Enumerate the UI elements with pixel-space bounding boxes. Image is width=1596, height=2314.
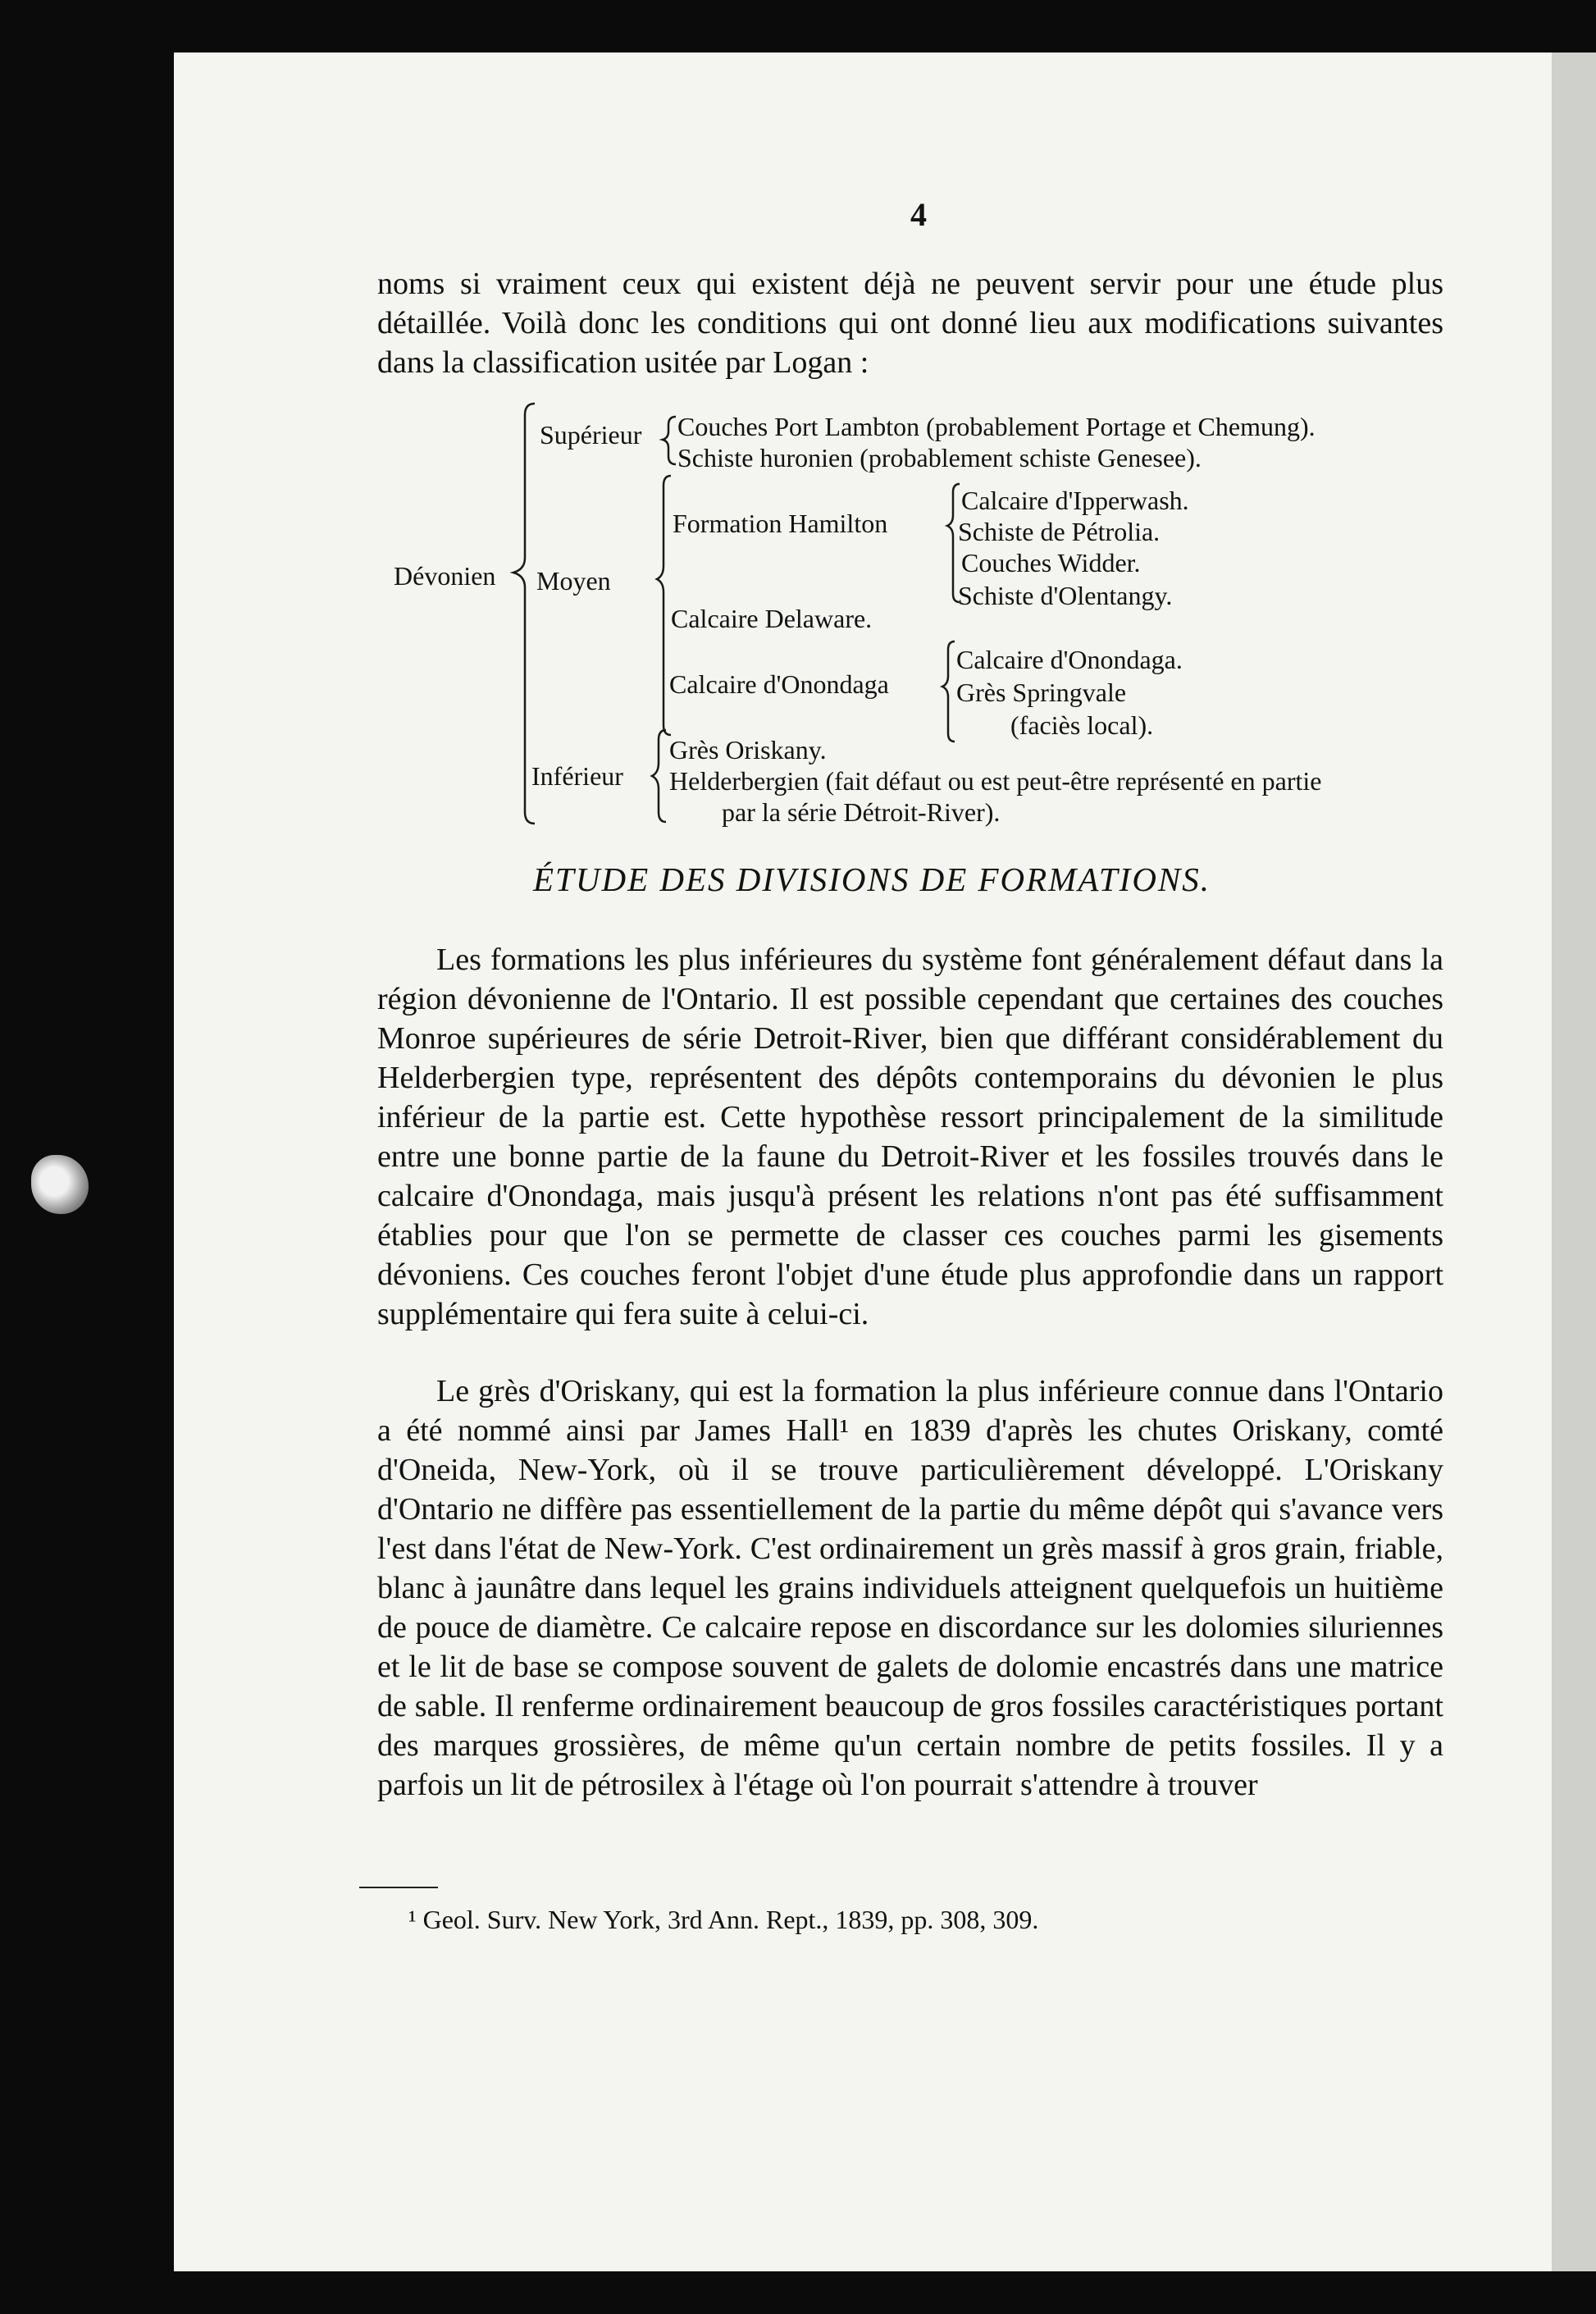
body-paragraph: Le grès d'Oriskany, qui est la formation la plus inférieure connue dans l'Ontario a été nommé ainsi par James Hall¹ en 1839 d'après les chutes Oriskany, comté d'Oneida, New-York, où il se trouve particulièrement développé. L'Oriskany d'Ontario ne diffère pas essentiellement de la partie du même dépôt qui s'avance vers l'est dans l'état de New-York. C'est ordinairement un grès massif à gros grain, friable, blanc à jaunâtre dans lequel les grains individuels atteignent quelquefois un huitième de pouce de diamètre. Ce calcaire repose en discordance sur les dolomies siluriennes et le lit de base se compose souvent de galets de dolomie encastrés dans une matrice de sable. Il renferme ordinairement beaucoup de gros fossiles caractéristiques portant des marques grossières, de même qu'un certain nombre de petits fossiles. Il y a parfois un lit de pétrosilex à l'étage où l'on pourrait s'attendre à trouver bbox=[377, 1374, 1443, 1802]
hamilton-label: Formation Hamilton bbox=[673, 509, 888, 538]
onondaga-item: (faciès local). bbox=[1010, 710, 1154, 740]
series-inferieur-label: Inférieur bbox=[531, 761, 623, 791]
inferieur-item: Grès Oriskany. bbox=[669, 735, 827, 764]
inferieur-item: Helderbergien (fait défaut ou est peut-être représenté en partie bbox=[669, 766, 1322, 796]
intro-paragraph: noms si vraiment ceux qui existent déjà ne peuvent servir pour une étude plus détaillée. Voilà donc les conditions qui ont donné lieu aux modifications suivantes dans la classification usitée par Logan : bbox=[377, 267, 1443, 380]
series-superieur-label: Supérieur bbox=[540, 420, 642, 450]
series-moyen-label: Moyen bbox=[536, 566, 611, 596]
superieur-item: Couches Port Lambton (probablement Portage et Chemung). bbox=[677, 412, 1316, 441]
onondaga-label: Calcaire d'Onondaga bbox=[669, 669, 889, 699]
hamilton-item: Couches Widder. bbox=[961, 548, 1141, 577]
section-heading: ÉTUDE DES DIVISIONS DE FORMATIONS. bbox=[533, 860, 1211, 898]
hamilton-item: Schiste de Pétrolia. bbox=[958, 517, 1161, 546]
delaware-label: Calcaire Delaware. bbox=[671, 604, 873, 633]
inferieur-item: par la série Détroit-River). bbox=[722, 797, 1001, 827]
page-number: 4 bbox=[910, 196, 927, 233]
onondaga-item: Calcaire d'Onondaga. bbox=[956, 645, 1183, 674]
hamilton-item: Schiste d'Olentangy. bbox=[958, 581, 1173, 610]
footnote-rule bbox=[359, 1887, 438, 1888]
body-paragraph: Les formations les plus inférieures du système font généralement défaut dans la région dévonienne de l'Ontario. Il est possible cependant que certaines des couches Monroe supérieures de série Detroit-River, bien que différant considérablement du Helderbergien type, représentent des dépôts contemporains du dévonien le plus inférieur de la partie est. Cette hypothèse ressort principalement de la similitude entre une bonne partie de la faune du Detroit-River et les fossiles trouvés dans le calcaire d'Onondaga, mais jusqu'à présent les relations n'ont pas été suffisamment établies pour que l'on se permette de classer ces couches parmi les gisements dévoniens. Ces couches feront l'objet d'une étude plus approfondie dans un rapport supplémentaire qui fera suite à celui-ci. bbox=[377, 942, 1443, 1331]
hamilton-item: Calcaire d'Ipperwash. bbox=[961, 486, 1189, 515]
system-label: Dévonien bbox=[394, 561, 496, 591]
superieur-item: Schiste huronien (probablement schiste Genesee). bbox=[677, 443, 1202, 472]
footnote: ¹ Geol. Surv. New York, 3rd Ann. Rept., 1839, pp. 308, 309. bbox=[408, 1905, 1039, 1934]
onondaga-item: Grès Springvale bbox=[956, 678, 1127, 707]
